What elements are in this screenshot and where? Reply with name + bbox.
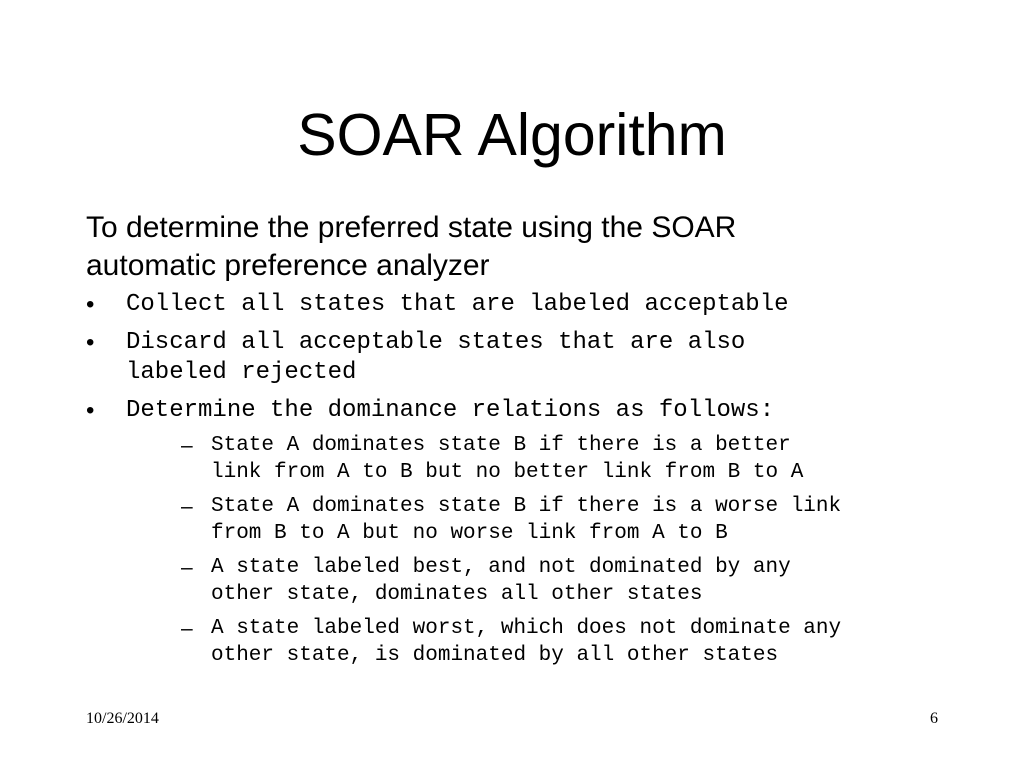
bullet-item [86,396,966,669]
sub-bullet-item [171,493,966,547]
sub-bullet-text: State A dominates state B if there is a worse link [211,495,842,518]
sub-bullet-text: A state labeled worst, which does not dominate any [211,617,842,640]
sub-bullet-list [126,432,966,669]
sub-bullet-text: State A dominates state B if there is a better [211,434,791,457]
dash-marker: – [181,434,193,457]
sub-bullet-text: A state labeled best, and not dominated by any [211,556,791,579]
bullet-text: labeled rejected [126,359,357,386]
sub-bullet-text: from B to A but no worse link from A to B [211,522,728,545]
sub-bullet-item [171,615,966,669]
bullet-text: Collect all states that are labeled acceptable [126,291,789,318]
bullet-item [86,328,966,388]
bullet-marker: • [86,291,95,318]
bullet-marker: • [86,397,95,424]
bullet-list [86,290,966,669]
dash-marker: – [181,556,193,579]
bullet-item [86,290,966,320]
bullet-text: Determine the dominance relations as follows: [126,397,775,424]
sub-bullet-item [171,554,966,608]
dash-marker: – [181,495,193,518]
dash-marker: – [181,617,193,640]
intro-paragraph [86,209,966,285]
sub-bullet-text: link from A to B but no better link from B to A [211,461,804,484]
bullet-text: Discard all acceptable states that are also [126,329,746,356]
slide-title: SOAR Algorithm [297,102,727,168]
sub-bullet-text: other state, is dominated by all other states [211,644,779,667]
sub-bullet-item [171,432,966,486]
intro-line-1: To determine the preferred state using the SOAR [86,211,737,244]
slide-number: 6 [930,710,938,727]
intro-line-2: automatic preference analyzer [86,249,490,282]
footer-date: 10/26/2014 [86,710,159,727]
slide-body [86,209,966,677]
bullet-marker: • [86,329,95,356]
sub-bullet-text: other state, dominates all other states [211,583,703,606]
